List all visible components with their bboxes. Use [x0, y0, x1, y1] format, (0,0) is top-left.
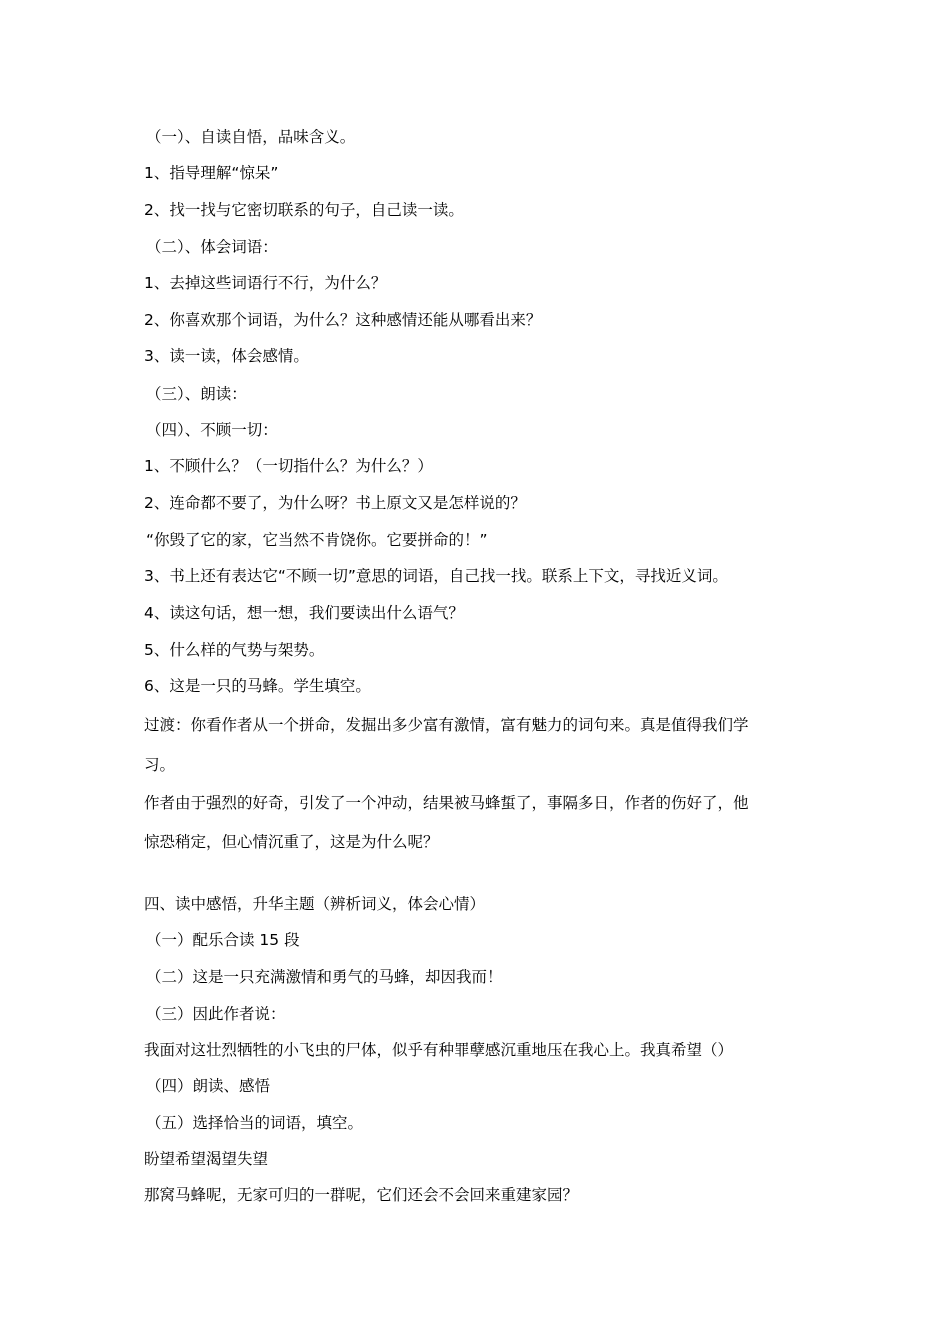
- text-line: 习。: [144, 756, 176, 774]
- quote-line: “你毁了它的家，它当然不肯饶你。它要拼命的！”: [146, 531, 488, 549]
- text-line: 1、不顾什么？（一切指什么？为什么？）: [144, 457, 433, 475]
- text-line: 我面对这壮烈牺牲的小飞虫的尸体，似乎有种罪孽感沉重地压在我心上。我真希望（）: [144, 1041, 734, 1059]
- section-heading: （三）、朗读：: [146, 385, 247, 403]
- text-line: （一）配乐合读 15 段: [146, 931, 300, 949]
- text-line: 惊恐稍定，但心情沉重了，这是为什么呢？: [144, 833, 439, 851]
- section-heading: （四）、不顾一切：: [146, 421, 278, 439]
- text-line: 2、连命都不要了，为什么呀？书上原文又是怎样说的？: [144, 494, 526, 512]
- text-line: 5、什么样的气势与架势。: [144, 641, 325, 659]
- text-line: 过渡：你看作者从一个拼命，发掘出多少富有激情，富有魅力的词句来。真是值得我们学: [144, 716, 749, 734]
- text-line: （三）因此作者说：: [146, 1005, 286, 1023]
- text-line: （二）这是一只充满激情和勇气的马蜂，却因我而！: [146, 968, 503, 986]
- text-line: （四）朗读、感悟: [146, 1077, 271, 1095]
- text-line: 2、找一找与它密切联系的句子，自己读一读。: [144, 201, 464, 219]
- section-heading: （二）、体会词语：: [146, 238, 278, 256]
- text-line: 3、读一读，体会感情。: [144, 347, 309, 365]
- text-line: 那窝马蜂呢，无家可归的一群呢，它们还会不会回来重建家园？: [144, 1186, 579, 1204]
- text-line: （五）选择恰当的词语，填空。: [146, 1114, 364, 1132]
- text-line: 1、指导理解“惊呆”: [144, 164, 279, 182]
- text-line: 6、这是一只的马蜂。学生填空。: [144, 677, 371, 695]
- text-line: 1、去掉这些词语行不行，为什么？: [144, 274, 387, 292]
- text-line: 作者由于强烈的好奇，引发了一个冲动，结果被马蜂蜇了，事隔多日，作者的伤好了，他: [144, 794, 749, 812]
- text-line: 4、读这句话，想一想，我们要读出什么语气？: [144, 604, 464, 622]
- section-heading: （一）、自读自悟，品味含义。: [146, 128, 356, 146]
- section-heading: 四、读中感悟，升华主题（辨析词义，体会心情）: [144, 895, 486, 913]
- text-line: 3、书上还有表达它“不顾一切”意思的词语，自己找一找。联系上下文，寻找近义词。: [144, 567, 728, 585]
- text-line: 2、你喜欢那个词语，为什么？这种感情还能从哪看出来？: [144, 311, 542, 329]
- word-options: 盼望希望渴望失望: [144, 1150, 269, 1168]
